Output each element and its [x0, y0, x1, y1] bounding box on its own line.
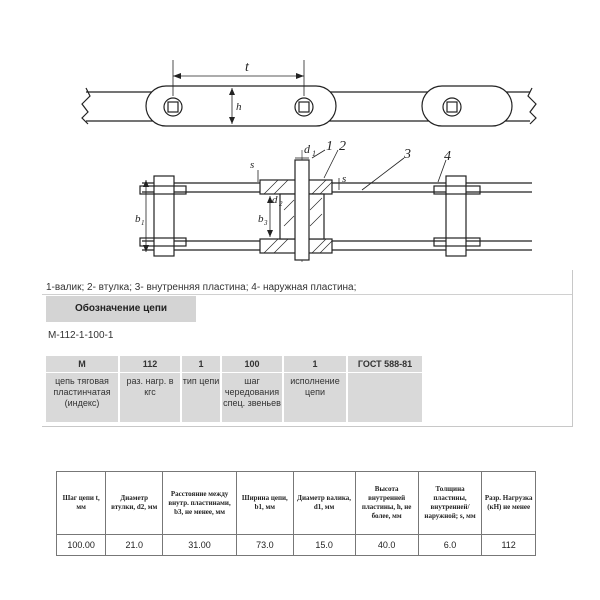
code-column-pitch — [222, 356, 282, 422]
code-description: цепь тяговая пластинчатая (индекс) — [53, 376, 111, 408]
code-description: шаг чередования спец. звеньев — [223, 376, 281, 408]
code-column-type — [182, 356, 220, 422]
chain-drawing-svg — [42, 0, 572, 270]
column-header: Диаметр валика, d1, мм — [293, 472, 355, 535]
spec-table — [56, 471, 536, 556]
label-d2-sub: 2 — [279, 200, 283, 208]
table-cell: 15.0 — [293, 535, 355, 556]
chain-designation: М-112-1-100-1 — [48, 330, 114, 341]
table-cell: 31.00 — [163, 535, 237, 556]
column-header: Диаметр втулки, d2, мм — [106, 472, 163, 535]
table-header-row — [57, 472, 536, 535]
section-title: Обозначение цепи — [46, 296, 196, 322]
label-t: t — [245, 60, 249, 75]
label-h: h — [236, 101, 242, 113]
code-value: 112 — [120, 356, 180, 373]
code-description: раз. нагр. в кгс — [126, 376, 174, 397]
leader-2 — [324, 150, 338, 178]
callout-4: 4 — [444, 149, 451, 164]
table-cell: 21.0 — [106, 535, 163, 556]
code-value: ГОСТ 588-81 — [348, 356, 422, 373]
label-s-left: s — [250, 159, 255, 171]
label-d1: d — [304, 142, 310, 156]
label-b3-sub: 3 — [264, 219, 268, 227]
column-header: Высота внутренней пластины, h, не более, мм — [355, 472, 418, 535]
code-value: 1 — [284, 356, 346, 373]
label-s-right: s — [342, 173, 347, 185]
code-value: М — [46, 356, 118, 373]
code-value: 1 — [182, 356, 220, 373]
table-cell: 73.0 — [237, 535, 294, 556]
leader-3 — [362, 158, 404, 190]
callout-3: 3 — [404, 147, 411, 162]
table-cell: 40.0 — [355, 535, 418, 556]
callout-2: 2 — [339, 139, 346, 154]
label-d2: d — [272, 194, 278, 206]
column-header: Шаг цепи t, мм — [57, 472, 106, 535]
left-knuckle — [154, 176, 174, 256]
label-d1-sub: 1 — [312, 149, 316, 158]
code-column-load — [120, 356, 180, 422]
label-b1: b — [135, 213, 141, 225]
chain-drawing — [42, 0, 572, 270]
code-column-standard — [348, 356, 422, 422]
code-description: исполнение цепи — [290, 376, 340, 397]
code-value: 100 — [222, 356, 282, 373]
table-cell: 112 — [482, 535, 536, 556]
code-description — [348, 373, 422, 376]
callout-1: 1 — [326, 139, 333, 154]
parts-legend: 1-валик; 2- втулка; 3- внутренняя пластина; 4- наружная пластина; — [46, 282, 357, 293]
table-row — [57, 535, 536, 556]
pin — [295, 160, 309, 260]
code-description: тип цепи — [182, 376, 220, 386]
column-header: Толщина пластины, внутренней/ наружной; s, мм — [418, 472, 482, 535]
table-cell: 100.00 — [57, 535, 106, 556]
label-b1-sub: 1 — [141, 219, 145, 227]
break-line-right — [528, 88, 536, 124]
break-line-left — [82, 88, 90, 124]
code-column-version — [284, 356, 346, 422]
column-header: Расстояние между внутр. пластинами, b3, не менее, мм — [163, 472, 237, 535]
link-plate-right — [422, 86, 512, 126]
right-knuckle — [446, 176, 466, 256]
code-column-index — [46, 356, 118, 422]
column-header: Ширина цепи, b1, мм — [237, 472, 294, 535]
table-cell: 6.0 — [418, 535, 482, 556]
column-header: Разр. Нагрузка (кН) не менее — [482, 472, 536, 535]
label-b3: b — [258, 213, 264, 225]
divider — [42, 294, 572, 295]
